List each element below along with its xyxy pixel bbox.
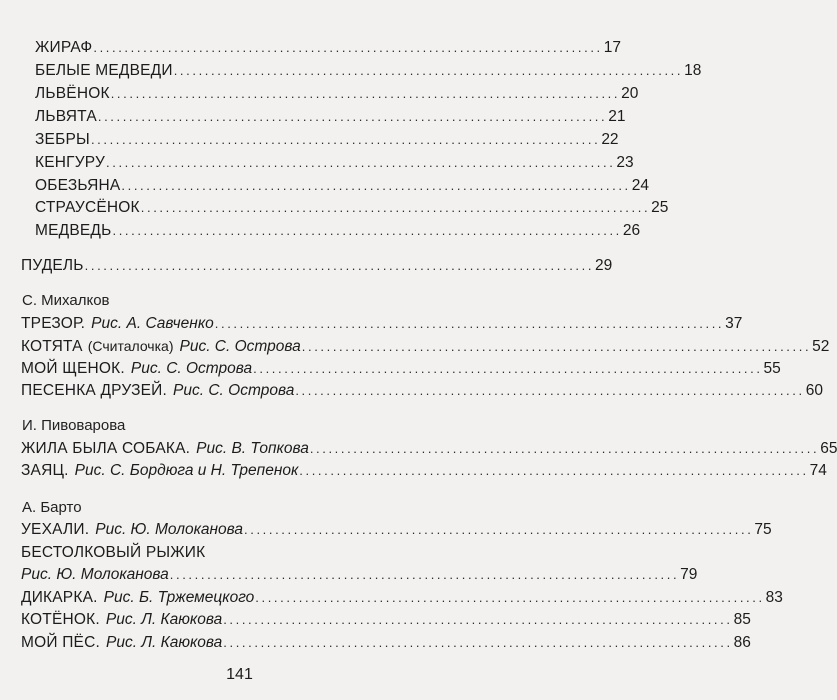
- illustrator-credit: Рис. Л. Каюкова: [106, 634, 223, 651]
- dot-leader: ..................................................................................: [93, 40, 603, 55]
- entry-page-number: 86: [733, 634, 751, 651]
- dot-leader: ..................................................................................: [255, 590, 765, 605]
- entry-page-number: 74: [809, 462, 827, 479]
- dot-leader: ..................................................................................: [301, 339, 812, 354]
- entry-page-number: 37: [725, 315, 743, 332]
- entry-page-number: 18: [684, 62, 702, 79]
- illustrator-credit: Рис. С. Острова: [179, 338, 301, 355]
- dot-leader: ..................................................................................: [121, 178, 631, 193]
- dot-leader: ..................................................................................: [223, 612, 733, 627]
- page-number: 141: [226, 666, 253, 683]
- toc-entry: [35, 176, 650, 196]
- toc-entry: [21, 461, 827, 481]
- toc-entry: [21, 314, 743, 334]
- entry-title: СТРАУСЁНОК: [35, 199, 140, 216]
- toc-entry: [21, 588, 783, 608]
- toc-entry: [21, 381, 823, 401]
- entry-title: УЕХАЛИ.: [21, 521, 90, 538]
- entry-title: ЗЕБРЫ: [35, 131, 90, 148]
- entry-page-number: 75: [754, 521, 772, 538]
- toc-entry-poodle: [21, 256, 613, 276]
- entry-page-number: 55: [763, 360, 781, 377]
- entry-title: МОЙ ЩЕНОК.: [21, 360, 125, 377]
- toc-entry: [35, 61, 702, 81]
- entry-title: ЛЬВЯТА: [35, 108, 97, 125]
- toc-entry: [35, 84, 639, 104]
- entry-page-number: 24: [631, 177, 650, 194]
- illustrator-credit: Рис. Ю. Молоканова: [21, 566, 169, 583]
- dot-leader: ..................................................................................: [110, 86, 621, 101]
- entry-title: МОЙ ПЁС.: [21, 634, 101, 651]
- entry-title: МЕДВЕДЬ: [35, 222, 112, 239]
- entry-page-number: 79: [680, 566, 698, 583]
- entry-title: ПЕСЕНКА ДРУЗЕЙ.: [21, 382, 168, 399]
- entry-title: КОТЯТА: [21, 338, 83, 355]
- toc-entry: [35, 38, 621, 58]
- dot-leader: ..................................................................................: [106, 155, 616, 170]
- author-name: А. Барто: [22, 499, 82, 516]
- entry-title: ЛЬВЁНОК: [35, 85, 110, 102]
- dot-leader: ..................................................................................: [173, 63, 684, 78]
- entry-page-number: 60: [805, 382, 823, 399]
- toc-entry: [35, 107, 626, 127]
- entry-page-number: 20: [621, 85, 639, 102]
- toc-entry-continuation: [21, 565, 698, 585]
- entry-page-number: 83: [765, 589, 783, 606]
- entry-page-number: 85: [733, 611, 751, 628]
- illustrator-credit: Рис. Ю. Молоканова: [95, 521, 244, 538]
- illustrator-credit: Рис. В. Топкова: [196, 440, 309, 457]
- entry-title: ТРЕЗОР.: [21, 315, 86, 332]
- entry-title: ЗАЯЦ.: [21, 462, 69, 479]
- dot-leader: ..................................................................................: [84, 258, 595, 273]
- entry-page-number: 29: [595, 257, 613, 274]
- toc-entry: [21, 520, 772, 540]
- author-name: И. Пивоварова: [22, 417, 126, 434]
- toc-entry: [21, 336, 830, 357]
- entry-title: ДИКАРКА.: [21, 589, 98, 606]
- author-name: С. Михалков: [22, 292, 110, 309]
- dot-leader: ..................................................................................: [299, 463, 809, 478]
- illustrator-credit: Рис. Б. Тржемецкого: [103, 589, 255, 606]
- dot-leader: ..................................................................................: [295, 383, 805, 398]
- dot-leader: ..................................................................................: [112, 223, 622, 238]
- toc-entry: [21, 610, 751, 630]
- illustrator-credit: Рис. С. Острова: [130, 360, 253, 377]
- entry-page-number: 23: [616, 154, 634, 171]
- entry-page-number: 26: [622, 222, 641, 239]
- illustrator-credit: Рис. С. Бордюга и Н. Трепенок: [74, 462, 299, 479]
- dot-leader: ..................................................................................: [309, 441, 820, 456]
- dot-leader: ..................................................................................: [140, 200, 651, 215]
- illustrator-credit: Рис. А. Савченко: [91, 315, 214, 332]
- dot-leader: ..................................................................................: [253, 361, 763, 376]
- entry-title: БЕЛЫЕ МЕДВЕДИ: [35, 62, 173, 79]
- entry-page-number: 52: [812, 338, 830, 355]
- dot-leader: ..................................................................................: [97, 109, 608, 124]
- entry-page-number: 65: [820, 440, 837, 457]
- entry-title: ОБЕЗЬЯНА: [35, 177, 121, 194]
- toc-entry-title-line: [21, 543, 427, 563]
- toc-entry: [21, 633, 751, 653]
- entry-title: ЖИЛА БЫЛА СОБАКА.: [21, 440, 191, 457]
- entry-page-number: 25: [651, 199, 669, 216]
- entry-title: КОТЁНОК.: [21, 611, 100, 628]
- dot-leader: ..................................................................................: [169, 567, 680, 582]
- entry-page-number: 22: [601, 131, 619, 148]
- entry-page-number: 17: [603, 39, 621, 56]
- dot-leader: ..................................................................................: [214, 316, 725, 331]
- entry-subtitle: (Считалочка): [87, 338, 174, 354]
- toc-entry: [35, 153, 634, 173]
- dot-leader: ..................................................................................: [90, 132, 601, 147]
- entry-page-number: 21: [608, 108, 626, 125]
- entry-title: ПУДЕЛЬ: [21, 257, 84, 274]
- illustrator-credit: Рис. Л. Каюкова: [105, 611, 223, 628]
- entry-title: КЕНГУРУ: [35, 154, 106, 171]
- entry-title: БЕСТОЛКОВЫЙ РЫЖИК: [21, 544, 206, 561]
- toc-entry: [21, 359, 781, 379]
- dot-leader: ..................................................................................: [244, 522, 754, 537]
- entry-title: ЖИРАФ: [35, 39, 93, 56]
- toc-entry: [21, 439, 837, 459]
- dot-leader: ..................................................................................: [223, 635, 733, 650]
- toc-entry: [35, 198, 669, 218]
- toc-entry: [35, 221, 641, 241]
- toc-entry: [35, 130, 619, 150]
- illustrator-credit: Рис. С. Острова: [173, 382, 295, 399]
